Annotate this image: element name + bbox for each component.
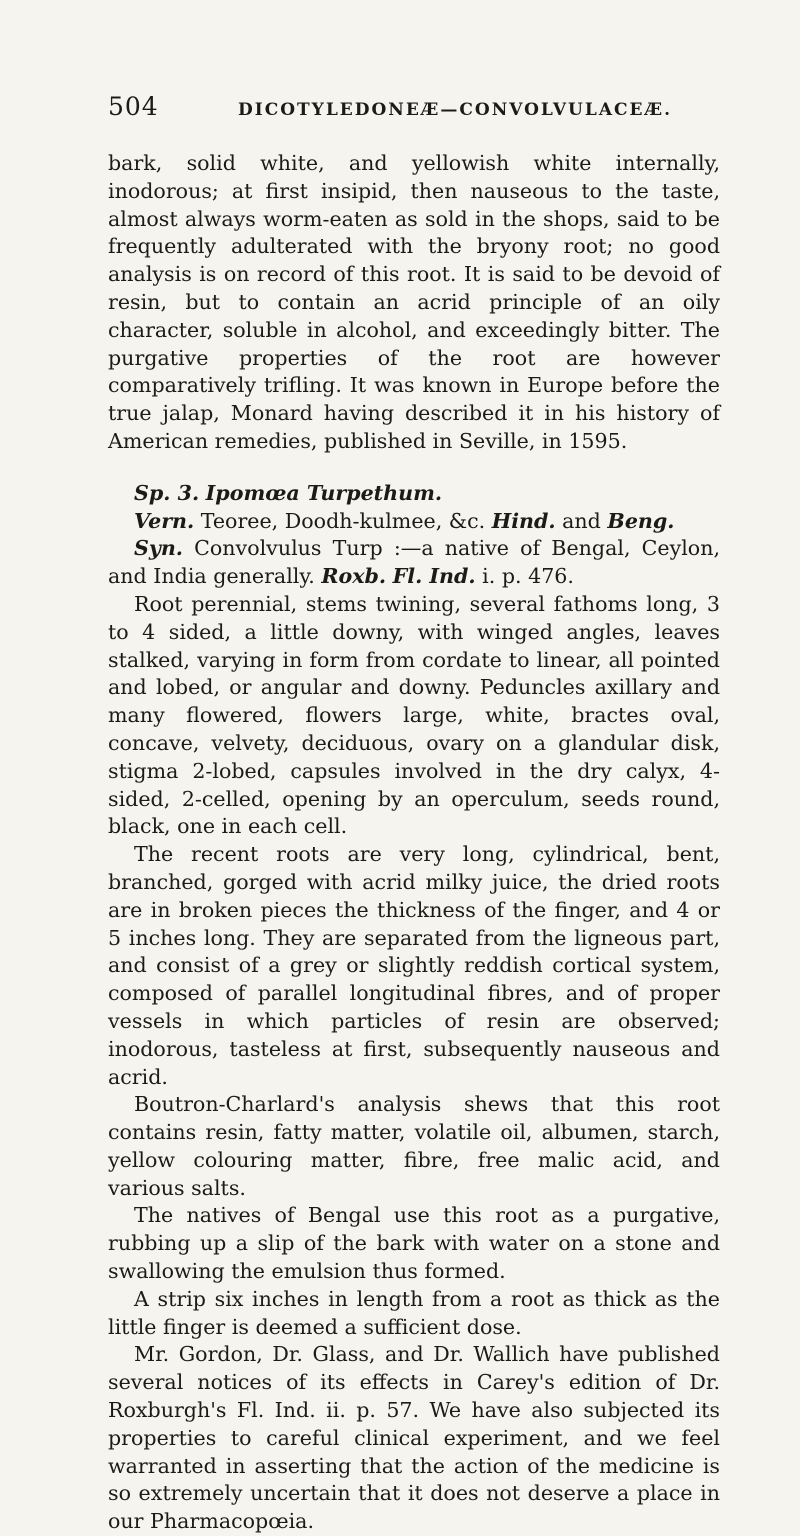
synonym-paragraph xyxy=(108,535,720,591)
description-paragraph: Root perennial, stems twining, several fathoms long, 3 to 4 sided, a little downy, with winged angles, leaves stalked, varying in form from cordate to linear, all pointed and lobed, or angular and downy. Peduncles axillary and many flowered, flowers large, white, bractes oval, concave, velvety, deciduous, ovary on a glandular disk, stigma 2-lobed, capsules involved in the dry calyx, 4-sided, 2-celled, opening by an operculum, seeds round, black, one in each cell. xyxy=(108,591,720,839)
vern-text: Teoree, Doodh-kulmee, &c. xyxy=(200,508,486,533)
vern-hind: Hind. xyxy=(491,508,556,533)
paragraph-continuation: bark, solid white, and yellowish white internally, inodorous; at first insipid, then nauseous to the taste, almost always worm-eaten as sold in the shops, said to be frequently adulterated with the bryony root; no good analysis is on record of this root. It is said to be devoid of resin, but to contain an acrid principle of an oily character, soluble in alcohol, and exceedingly bitter. The purgative properties of the root are however comparatively trifling. It was known in Europe before the true jalap, Monard having described it in his history of American remedies, published in Seville, in 1595. xyxy=(108,151,720,453)
species-heading xyxy=(108,480,720,508)
syn-ref-work: Fl. Ind. xyxy=(392,564,476,589)
page-body xyxy=(108,92,720,1536)
vern-and: and xyxy=(562,508,601,533)
page-number: 504 xyxy=(108,92,159,121)
syn-ref-page: i. p. 476. xyxy=(482,564,574,589)
page-header xyxy=(108,92,720,132)
analysis-paragraph: Boutron-Charlard's analysis shews that this root contains resin, fatty matter, volatile oil, albumen, starch, yellow colouring matter, fibre, free malic acid, and various salts. xyxy=(108,1092,720,1200)
clinical-paragraph: Mr. Gordon, Dr. Glass, and Dr. Wallich have published several notices of its effects in Carey's edition of Dr. Roxburgh's Fl. Ind. ii. p. 57. We have also subjected its properties to careful clinical experiment, and we feel warranted in asserting that the action of the medicine is so extremely uncertain that it does not deserve a place in our Pharmacopœia. xyxy=(108,1342,720,1534)
syn-label: Syn. xyxy=(134,536,183,561)
running-head: DICOTYLEDONEÆ—CONVOLVULACEÆ. xyxy=(238,100,673,120)
vern-label: Vern. xyxy=(134,508,195,533)
dose-paragraph: A strip six inches in length from a root as thick as the little finger is deemed a sufficient dose. xyxy=(108,1286,720,1339)
roots-paragraph: The recent roots are very long, cylindrical, bent, branched, gorged with acrid milky juice, the dried roots are in broken pieces the thickness of the finger, and 4 or 5 inches long. They are separated from the ligneous part, and consist of a grey or slightly reddish cortical system, composed of parallel longitudinal fibres, and of proper vessels in which particles of resin are observed; inodorous, tasteless at first, subsequently nauseous and acrid. xyxy=(108,842,720,1089)
section-gap xyxy=(108,456,720,480)
species-number: Sp. 3. xyxy=(134,480,200,505)
syn-ref-author: Roxb. xyxy=(321,564,387,589)
vern-beng: Beng. xyxy=(607,508,675,533)
vernacular-line xyxy=(108,508,720,536)
native-use-paragraph: The natives of Bengal use this root as a purgative, rubbing up a slip of the bark with water on a stone and swallowing the emulsion thus formed. xyxy=(108,1203,720,1284)
species-name: Ipomœa Turpethum. xyxy=(205,480,443,505)
syn-text: Convolvulus Turp :—a native of Bengal, Ceylon, and India generally. xyxy=(108,536,721,589)
